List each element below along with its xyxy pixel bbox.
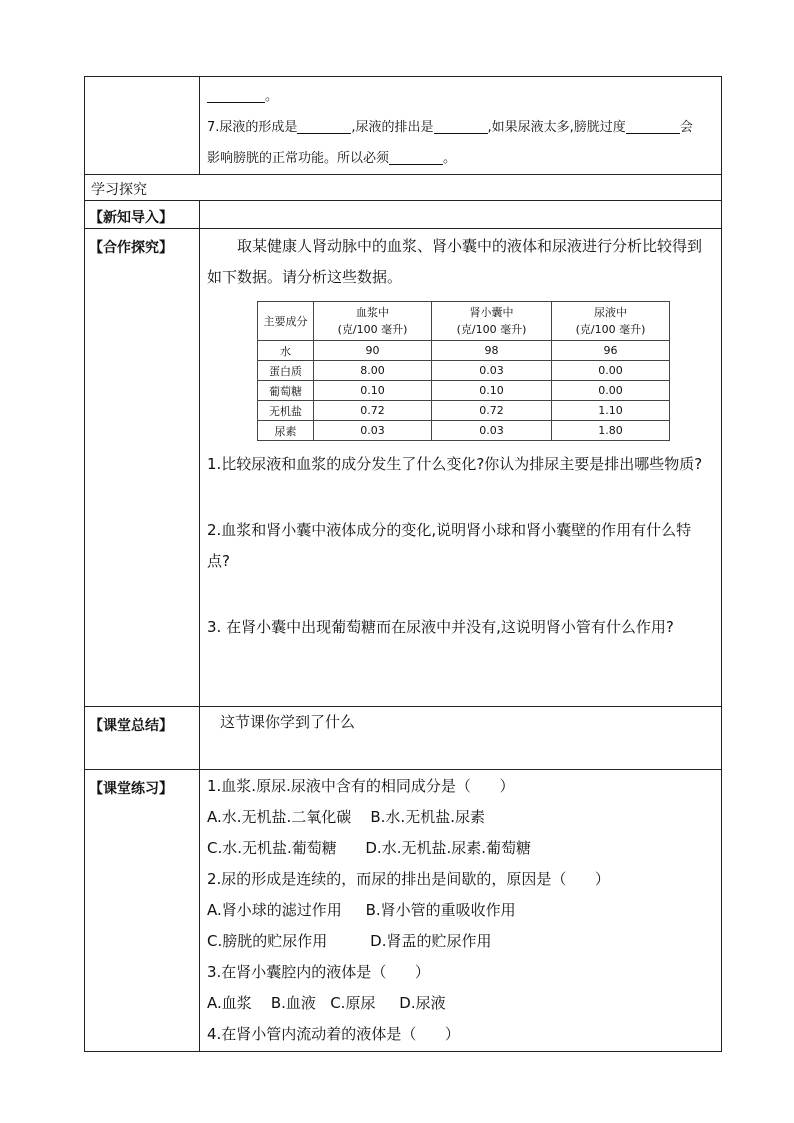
table-cell: 0.03 (314, 421, 432, 441)
practice-line: A.肾小球的滤过作用 B.肾小管的重吸收作用 (207, 901, 516, 919)
empty-label-cell (85, 77, 200, 175)
summary-content (200, 707, 722, 770)
cont-line-3: 影响膀胱的正常功能。所以必须 。 (207, 151, 457, 166)
table-row (258, 361, 670, 381)
fill-blank[interactable] (297, 119, 351, 134)
table-cell: 8.00 (314, 361, 432, 381)
table-cell: 0.03 (432, 361, 552, 381)
table-cell: 98 (432, 341, 552, 361)
practice-line: A.血浆 B.血液 C.原尿 D.尿液 (207, 994, 446, 1012)
continuation-cell (200, 77, 722, 175)
intro-content (200, 201, 722, 229)
table-cell: 葡萄糖 (258, 381, 314, 401)
question-3: 3. 在肾小囊中出现葡萄糖而在尿液中并没有,这说明肾小管有什么作用? (207, 618, 674, 636)
practice-label: 【课堂练习】 (85, 770, 200, 1052)
header-cell: 肾小囊中 (克/100 毫升) (432, 302, 552, 341)
table-cell: 尿素 (258, 421, 314, 441)
fill-blank[interactable] (434, 119, 488, 134)
intro-row (85, 201, 722, 229)
worksheet-table (84, 76, 722, 1052)
table-cell: 水 (258, 341, 314, 361)
header-cell: 尿液中 (克/100 毫升) (552, 302, 670, 341)
header-cell: 血浆中 (克/100 毫升) (314, 302, 432, 341)
fill-blank[interactable] (207, 88, 265, 103)
cont-line-2: 7.尿液的形成是 ,尿液的排出是 ,如果尿液太多,膀胱过度 会 (207, 120, 693, 135)
explore-intro: 取某健康人肾动脉中的血浆、肾小囊中的液体和尿液进行分析比较得到如下数据。请分析这些数据。 (207, 237, 703, 286)
table-row (258, 341, 670, 361)
section-title-row (85, 175, 722, 201)
header-cell: 主要成分 (258, 302, 314, 341)
table-cell: 0.00 (552, 361, 670, 381)
table-cell: 1.80 (552, 421, 670, 441)
fill-blank[interactable] (389, 150, 443, 165)
table-cell: 0.00 (552, 381, 670, 401)
cont-line-1: 。 (200, 77, 721, 112)
intro-label: 【新知导入】 (85, 201, 200, 229)
summary-text: 这节课你学到了什么 (220, 713, 356, 731)
explore-content (200, 229, 722, 707)
table-cell: 0.10 (432, 381, 552, 401)
practice-content (200, 770, 722, 1052)
question-2: 2.血浆和肾小囊中液体成分的变化,说明肾小球和肾小囊壁的作用有什么特点? (207, 521, 692, 570)
table-row (258, 421, 670, 441)
table-cell: 0.10 (314, 381, 432, 401)
practice-line: 1.血浆.原尿.尿液中含有的相同成分是（ ） (207, 777, 515, 795)
section-title: 学习探究 (85, 175, 722, 201)
summary-row (85, 707, 722, 770)
table-cell: 1.10 (552, 401, 670, 421)
composition-table (257, 301, 670, 441)
fill-blank[interactable] (626, 119, 680, 134)
continuation-row (85, 77, 722, 175)
table-cell: 96 (552, 341, 670, 361)
practice-line: C.水.无机盐.葡萄糖 D.水.无机盐.尿素.葡萄糖 (207, 839, 532, 857)
practice-line: A.水.无机盐.二氧化碳 B.水.无机盐.尿素 (207, 808, 485, 826)
practice-line: 3.在肾小囊腔内的液体是（ ） (207, 963, 430, 981)
table-cell: 蛋白质 (258, 361, 314, 381)
summary-label: 【课堂总结】 (85, 707, 200, 770)
practice-row (85, 770, 722, 1052)
table-cell: 90 (314, 341, 432, 361)
table-cell: 0.72 (314, 401, 432, 421)
practice-line: C.膀胱的贮尿作用 D.肾盂的贮尿作用 (207, 932, 492, 950)
table-row (258, 381, 670, 401)
practice-line: 2.尿的形成是连续的，而尿的排出是间歇的，原因是（ ） (207, 870, 610, 888)
composition-header-row (258, 302, 670, 341)
table-cell: 无机盐 (258, 401, 314, 421)
practice-line: 4.在肾小管内流动着的液体是（ ） (207, 1025, 460, 1043)
table-row (258, 401, 670, 421)
question-1: 1.比较尿液和血浆的成分发生了什么变化?你认为排尿主要是排出哪些物质? (207, 455, 703, 473)
explore-label: 【合作探究】 (85, 229, 200, 707)
explore-row (85, 229, 722, 707)
table-cell: 0.03 (432, 421, 552, 441)
table-cell: 0.72 (432, 401, 552, 421)
